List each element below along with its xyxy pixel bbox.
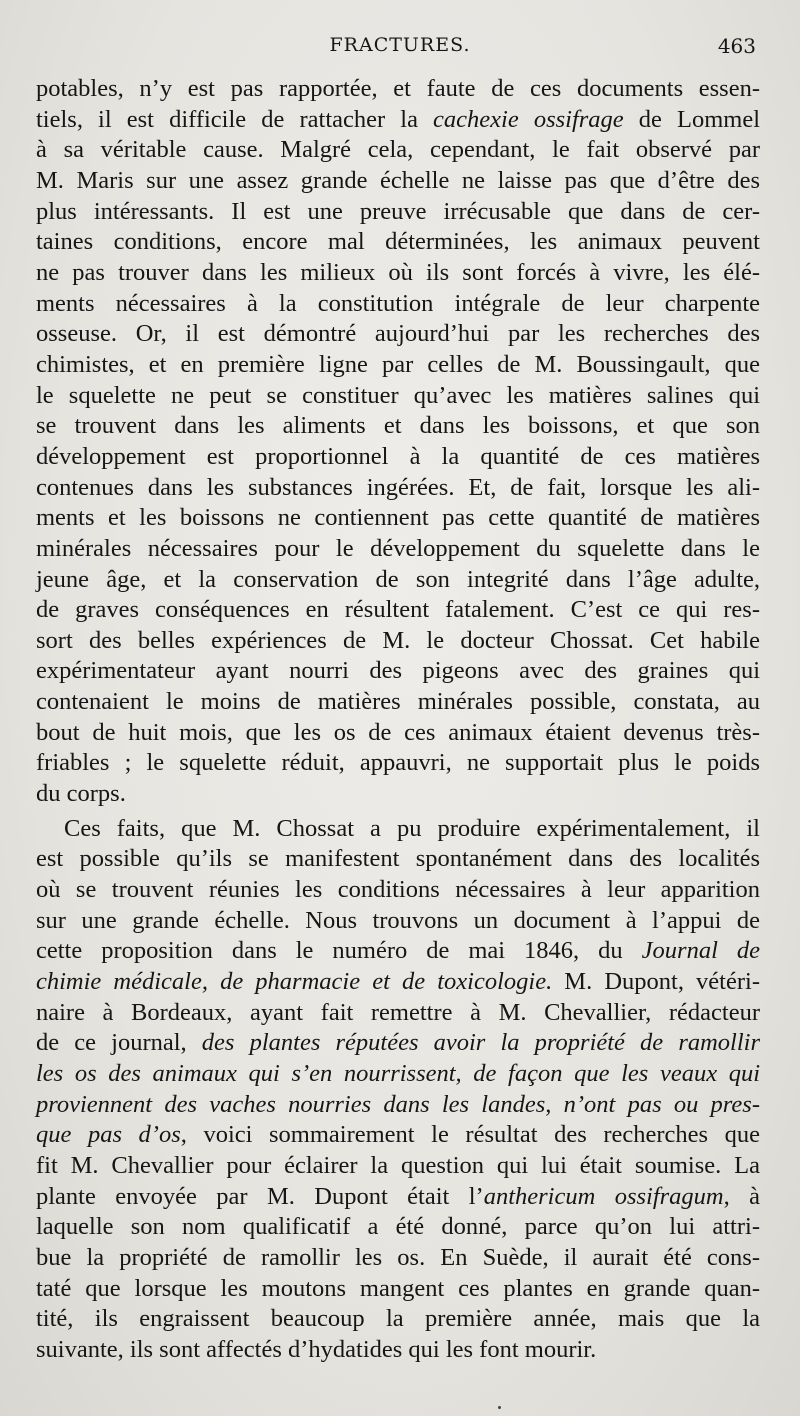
- text-span: M. Dupont, vétéri-: [552, 968, 760, 996]
- text-line: du corps.: [36, 780, 126, 808]
- text-line: de graves conséquences en résultent fatalement. C’est ce qui res-: [36, 596, 760, 624]
- italic-title: Journal de: [641, 937, 760, 965]
- text-line: suivante, ils sont affectés d’hydatides qui les font mourir.: [36, 1335, 597, 1363]
- text-span: , à: [723, 1182, 761, 1210]
- text-line: contenues dans les substances ingérées. Et, de fait, lorsque les ali-: [36, 473, 760, 501]
- text-line: [36, 1090, 760, 1121]
- text-span: de ce journal,: [36, 1029, 202, 1057]
- text-line: plus intéressants. Il est une preuve irrécusable que dans de cer-: [36, 197, 760, 225]
- text-line: sur une grande échelle. Nous trouvons un document à l’appui de: [36, 906, 760, 934]
- text-line: développement est proportionnel à la quantité de ces matières: [36, 442, 760, 470]
- text-line: friables ; le squelette réduit, appauvri, ne supportait plus le poids: [36, 749, 760, 777]
- text-line: chimistes, et en première ligne par celles de M. Boussingault, que: [36, 350, 760, 378]
- text-line: potables, n’y est pas rapportée, et faute de ces documents essen-: [36, 75, 760, 102]
- text-line: M. Maris sur une assez grande échelle ne laisse pas que d’être des: [36, 166, 760, 194]
- text-line: à sa véritable cause. Malgré cela, cependant, le fait observé par: [36, 136, 760, 164]
- italic-quote: les os des animaux qui s’en nourrissent, de façon que les veaux qui: [36, 1060, 760, 1087]
- ink-speck: [498, 1406, 501, 1409]
- text-line: ments nécessaires à la constitution intégrale de leur charpente: [36, 289, 760, 317]
- text-line: [36, 967, 760, 998]
- text-line: bue la propriété de ramollir les os. En Suède, il aurait été cons-: [36, 1243, 760, 1271]
- running-title: FRACTURES.: [329, 34, 471, 56]
- text-line: Ces faits, que M. Chossat a pu produire expérimentalement, il: [64, 814, 760, 842]
- running-head: [0, 34, 800, 58]
- text-span: cette proposition dans le numéro de mai 1846, du: [36, 937, 642, 965]
- italic-quote: proviennent des vaches nourries dans les landes, n’ont pas ou pres-: [36, 1090, 760, 1118]
- italic-term: anthericum ossifragum: [483, 1182, 724, 1210]
- text-span: tiels, il est difficile de rattacher la: [36, 105, 434, 133]
- text-line: osseuse. Or, il est démontré aujourd’hui par les recherches des: [36, 320, 760, 348]
- text-line: taines conditions, encore mal déterminées, les animaux peuvent: [36, 228, 760, 256]
- text-line: jeune âge, et la conservation de son integrité dans l’âge adulte,: [36, 565, 760, 593]
- paragraph-2: [36, 814, 760, 1366]
- text-line: expérimentateur ayant nourri des pigeons avec des graines qui: [36, 657, 760, 685]
- text-line: [36, 936, 760, 967]
- text-span: de Lommel: [623, 105, 760, 133]
- text-line: où se trouvent réunies les conditions nécessaires à leur apparition: [36, 876, 760, 904]
- text-line: minérales nécessaires pour le développement du squelette dans le: [36, 534, 760, 562]
- text-span: plante envoyée par M. Dupont était l’: [36, 1182, 484, 1210]
- text-line: [36, 1059, 760, 1090]
- text-line: laquelle son nom qualificatif a été donné, parce qu’on lui attri-: [36, 1213, 760, 1241]
- text-line: fit M. Chevallier pour éclairer la question qui lui était soumise. La: [36, 1151, 760, 1179]
- text-line: bout de huit mois, que les os de ces animaux étaient devenus très-: [36, 718, 760, 746]
- text-line: [36, 1028, 760, 1059]
- text-line: contenaient le moins de matières minérales possible, constata, au: [36, 688, 760, 716]
- text-line: [36, 105, 760, 136]
- body-text: [36, 74, 760, 1366]
- text-line: le squelette ne peut se constituer qu’avec les matières salines qui: [36, 381, 760, 409]
- text-line: ments et les boissons ne contiennent pas cette quantité de matières: [36, 504, 760, 532]
- text-span: , voici sommairement le résultat des recherches que: [180, 1121, 760, 1149]
- italic-term: cachexie ossifrage: [433, 105, 624, 133]
- italic-title: chimie médicale, de pharmacie et de toxicologie.: [36, 968, 553, 996]
- paragraph-1: [36, 74, 760, 810]
- text-line: est possible qu’ils se manifestent spontanément dans des localités: [36, 845, 760, 873]
- italic-quote: que pas d’os: [36, 1121, 181, 1149]
- italic-quote: des plantes réputées avoir la propriété de ramollir: [201, 1029, 760, 1057]
- text-line: tité, ils engraissent beaucoup la première année, mais que la: [36, 1305, 760, 1333]
- text-line: [36, 1182, 760, 1213]
- text-line: naire à Bordeaux, ayant fait remettre à M. Chevallier, rédacteur: [36, 998, 760, 1026]
- text-line: sort des belles expériences de M. le docteur Chossat. Cet habile: [36, 626, 760, 654]
- page-number: 463: [717, 34, 756, 58]
- text-line: [36, 1120, 760, 1151]
- text-line: ne pas trouver dans les milieux où ils sont forcés à vivre, les élé-: [36, 258, 760, 286]
- text-line: se trouvent dans les aliments et dans les boissons, et que son: [36, 412, 760, 440]
- text-line: taté que lorsque les moutons mangent ces plantes en grande quan-: [36, 1274, 760, 1302]
